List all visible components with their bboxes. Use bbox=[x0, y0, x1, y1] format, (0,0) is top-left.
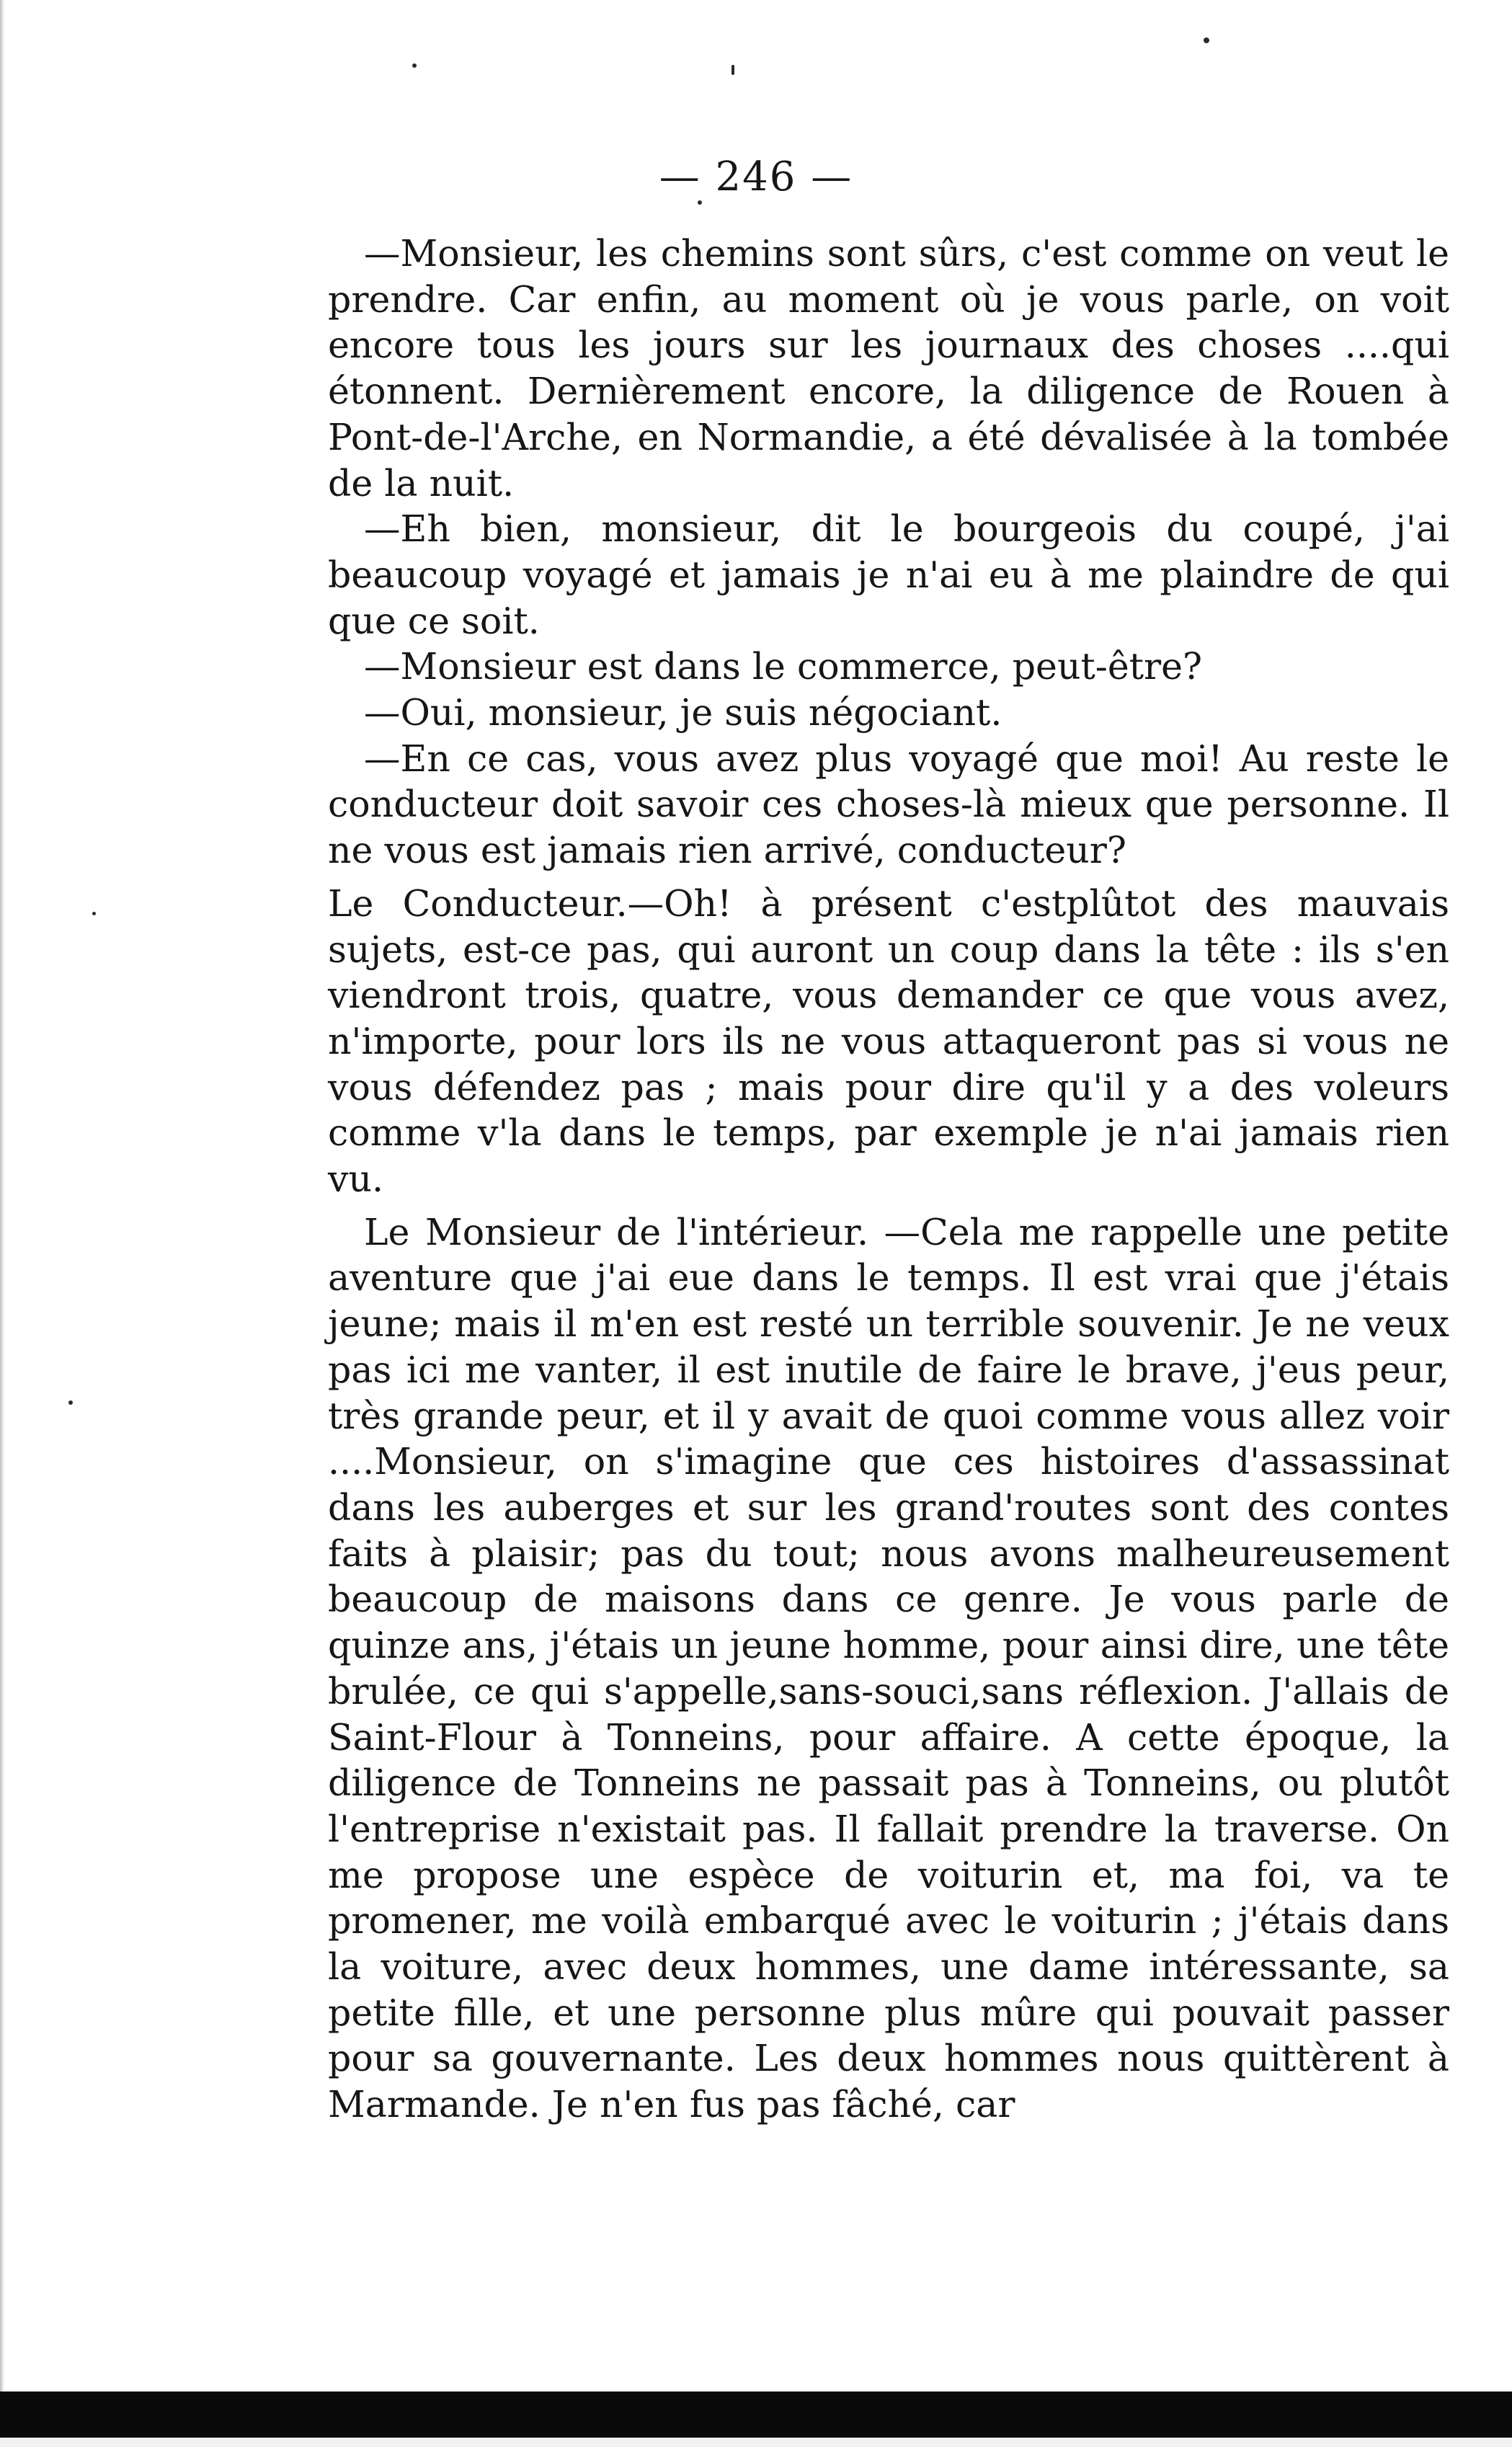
body-text bbox=[328, 231, 1449, 2128]
scan-speck bbox=[731, 65, 734, 75]
paragraph-monsieur-chemins: —Monsieur, les chemins sont sûrs, c'est comme on veut le prendre. Car enfin, au moment où je vous parle, on voit encore tous les jours sur les journaux des choses ....qui étonnent. Dernièrement encore, la diligence de Rouen à Pont-de-l'Arche, en Normandie, a été dévalisée à la tombée de la nuit. bbox=[328, 232, 1449, 505]
paragraph-conducteur: Le Conducteur.—Oh! à présent c'estplûtot des mauvais sujets, est-ce pas, qui auront un coup dans la tête : ils s'en viendront trois, quatre, vous demander ce que vous avez, n'importe, pour lors ils ne vous attaqueront pas si vous ne vous défendez pas ; mais pour dire qu'il y a des voleurs comme v'la dans le temps, par exemple je n'ai jamais rien vu. bbox=[328, 881, 1449, 1201]
paragraph-commerce: —Monsieur est dans le commerce, peut-être? bbox=[364, 645, 1203, 688]
scan-bottom-strip bbox=[0, 2438, 1512, 2447]
page-number: — 246 — bbox=[659, 154, 853, 200]
paragraph-eh-bien: —Eh bien, monsieur, dit le bourgeois du coupé, j'ai beaucoup voyagé et jamais je n'ai eu à me plaindre de qui que ce soit. bbox=[328, 507, 1449, 642]
scan-speck bbox=[412, 63, 417, 68]
paragraph-negociant: —Oui, monsieur, je suis négociant. bbox=[364, 691, 1002, 734]
paragraph-en-ce-cas: —En ce cas, vous avez plus voyagé que moi! Au reste le conducteur doit savoir ces choses-là mieux que personne. Il ne vous est jamais rien arrivé, conducteur? bbox=[328, 737, 1449, 872]
scan-left-edge bbox=[0, 0, 4, 2447]
paragraph-monsieur-interieur: Le Monsieur de l'intérieur. —Cela me rappelle une petite aventure que j'ai eue dans le temps. Il est vrai que j'étais jeune; mais il m'en est resté un terrible souvenir. Je ne veux pas ici me vanter, il est inutile de faire le brave, j'eus peur, très grande peur, et il y avait de quoi comme vous allez voir ....Monsieur, on s'imagine que ces histoires d'assassinat dans les auberges et sur les grand'routes sont des contes faits à plaisir; pas du tout; nous avons malheureusement beaucoup de maisons dans ce genre. Je vous parle de quinze ans, j'étais un jeune homme, pour ainsi dire, une tête brulée, ce qui s'appelle,sans-souci,sans réflexion. J'allais de Saint-Flour à Tonneins, pour affaire. A cette époque, la diligence de Tonneins ne passait pas à Tonneins, ou plutôt l'entreprise n'existait pas. Il fallait prendre la traverse. On me propose une espèce de voiturin et, ma foi, va te promener, me voilà embarqué avec le voiturin ; j'étais dans la voiture, avec deux hommes, une dame intéressante, sa petite fille, et une personne plus mûre qui pouvait passer pour sa gouvernante. Les deux hommes nous quittèrent à Marmande. Je n'en fus pas fâché, car bbox=[328, 1210, 1449, 2126]
scan-bottom-bar bbox=[0, 2392, 1512, 2438]
scan-speck bbox=[68, 1400, 73, 1405]
scan-speck bbox=[698, 200, 702, 205]
scan-speck bbox=[92, 912, 96, 915]
scan-speck bbox=[1204, 37, 1209, 43]
